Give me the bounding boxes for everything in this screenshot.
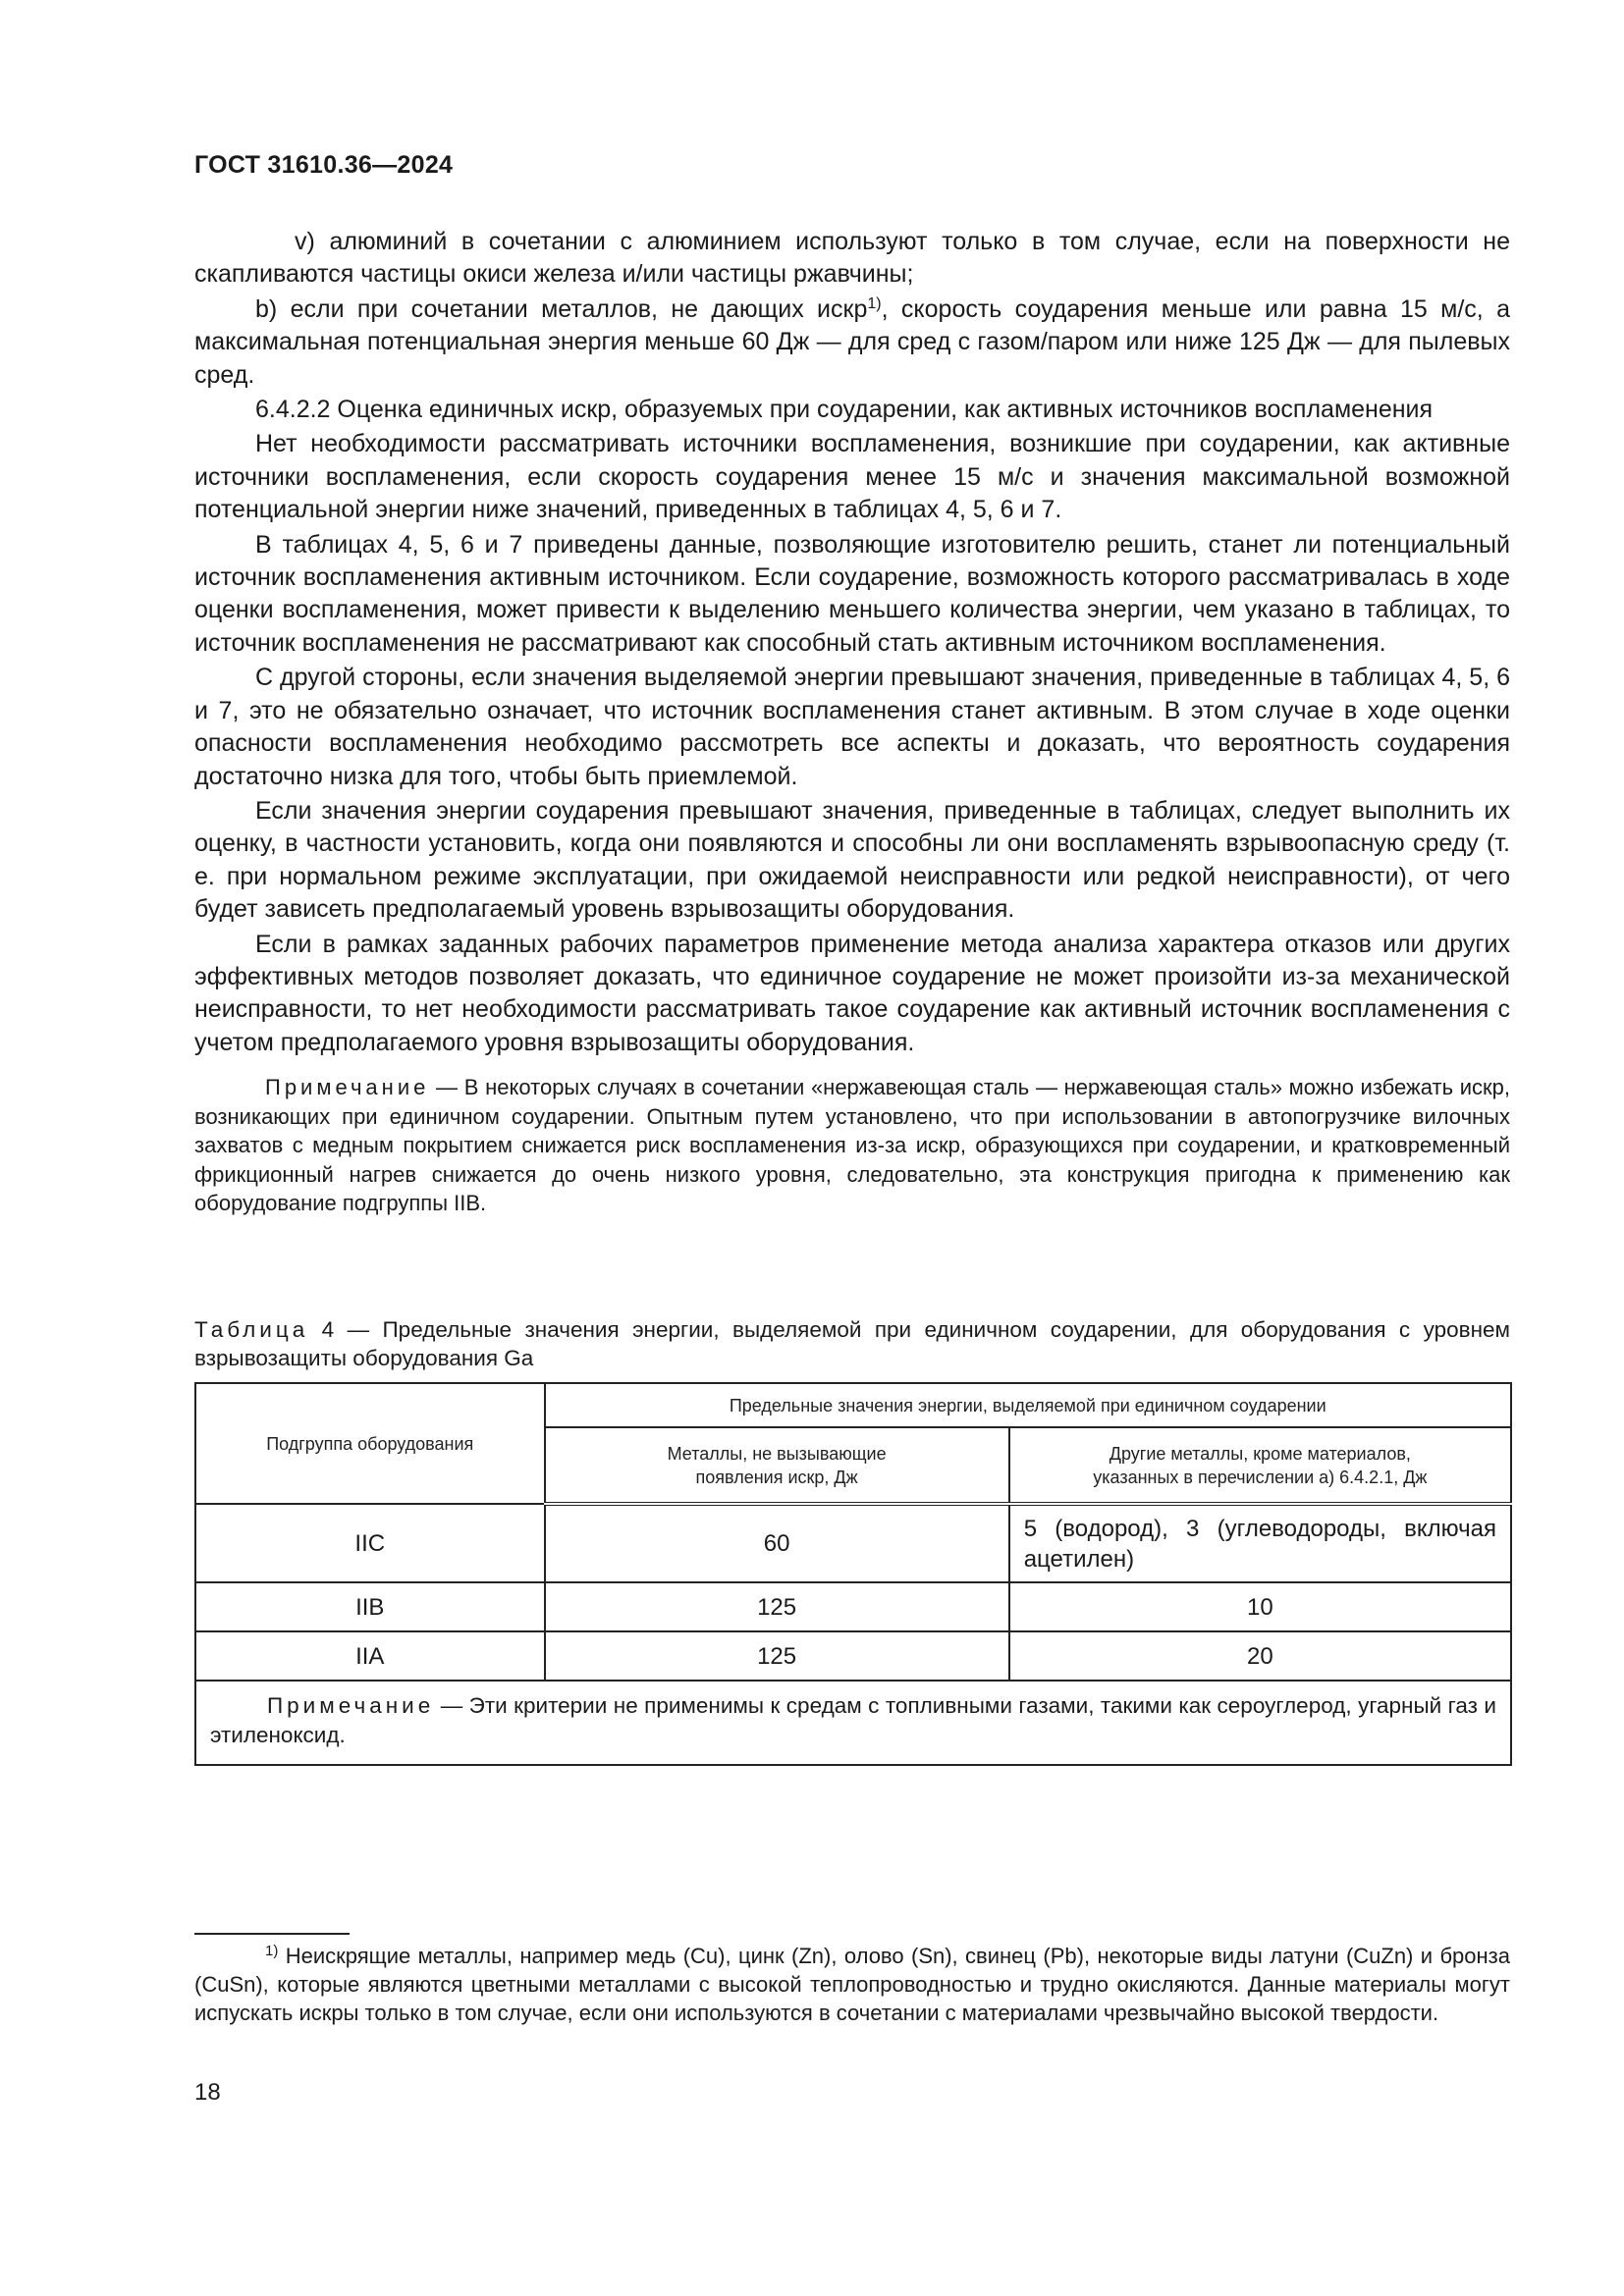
- footnote-separator: [194, 1933, 350, 1935]
- table-cell-group: IIC: [195, 1504, 545, 1582]
- table-header-non-sparking-line-2: появления искр, Дж: [695, 1467, 858, 1487]
- table-cell-non-spark: 125: [545, 1582, 1009, 1631]
- footnote-text: Неискрящие металлы, например медь (Cu), цинк (Zn), олово (Sn), свинец (Pb), некоторые виды латуни (CuZn) и бронза (CuSn), которые являются цветными металлами с высокой теплопроводностью и трудно окисляются. Данные материалы могут испускать искры только в том случае, если они используются в сочетании с материалами чрезвычайно высокой твердости.: [194, 1944, 1510, 2025]
- table-caption-text: — Предельные значения энергии, выделяемой при единичном соударении, для оборудования с уровнем взрывозащиты оборудования Ga: [194, 1317, 1510, 1370]
- page-number: 18: [194, 2079, 221, 2106]
- table-note-label: Примечание: [267, 1693, 435, 1718]
- table-cell-other: 10: [1009, 1582, 1511, 1631]
- table-cell-non-spark: 60: [545, 1504, 1009, 1582]
- table-caption-number: 4: [321, 1317, 335, 1342]
- note: [194, 1073, 1510, 1218]
- table-header-equipment-group: Подгруппа оборудования: [195, 1383, 545, 1504]
- paragraph-item-b: [194, 294, 1510, 392]
- table-cell-non-spark: 125: [545, 1631, 1009, 1681]
- table-header-other-metals-line-1: Другие металлы, кроме материалов,: [1109, 1443, 1411, 1464]
- table-row: [195, 1631, 1511, 1681]
- paragraph-item-b-start: b) если при сочетании металлов, не дающих искр: [255, 294, 868, 323]
- table-note: [195, 1681, 1511, 1765]
- table-row: [195, 1504, 1511, 1582]
- paragraph: Если в рамках заданных рабочих параметров применение метода анализа характера отказов или других эффективных методов позволяет доказать, что единичное соударение не может произойти из-за механической неисправности, то нет необходимости рассматривать такое соударение как активный источник воспламенения с учетом предполагаемого уровня взрывозащиты оборудования.: [194, 930, 1510, 1056]
- table-header-non-sparking-line-1: Металлы, не вызывающие: [667, 1443, 887, 1464]
- table-cell-group: IIA: [195, 1631, 545, 1681]
- paragraph-item-v: v) алюминий в сочетании с алюминием используют только в том случае, если на поверхности не скапливаются частицы окиси железа и/или частицы ржавчины;: [194, 228, 1510, 289]
- section-heading-6-4-2-2: 6.4.2.2 Оценка единичных искр, образуемых при соударении, как активных источников воспламенения: [255, 396, 1434, 424]
- note-label: Примечание: [265, 1075, 430, 1100]
- paragraph: Если значения энергии соударения превышают значения, приведенные в таблицах, следует выполнить их оценку, в частности установить, когда они появляются и способны ли они воспламенять взрывоопасную среду (т. е. при нормальном режиме эксплуатации, при ожидаемой неисправности или редкой неисправности), от чего будет зависеть предполагаемый уровень взрывозащиты оборудования.: [194, 796, 1510, 924]
- energy-limits-table: [194, 1382, 1512, 1766]
- paragraph: С другой стороны, если значения выделяемой энергии превышают значения, приведенные в таблицах 4, 5, 6 и 7, это не обязательно означает, что источник воспламенения станет активным. В этом случае в ходе оценки опасности воспламенения необходимо рассмотреть все аспекты и доказать, что вероятность соударения достаточно низка для того, чтобы быть приемлемой.: [194, 664, 1510, 790]
- table-header-non-sparking-metals: [545, 1427, 1009, 1504]
- table-cell-group: IIB: [195, 1582, 545, 1631]
- table-caption: [194, 1315, 1510, 1372]
- body-text: [194, 226, 1510, 1220]
- table-cell-other: 5 (водород), 3 (углеводороды, включая ацетилен): [1009, 1504, 1511, 1582]
- table-header-energy-limits: Предельные значения энергии, выделяемой при единичном соударении: [545, 1383, 1512, 1427]
- table-row: [195, 1582, 1511, 1631]
- footnote-marker: 1): [265, 1943, 279, 1959]
- table-caption-label: Таблица: [194, 1317, 309, 1342]
- table-note-text: — Эти критерии не применимы к средам с топливными газами, такими как сероуглерод, угарный газ и этиленоксид.: [210, 1693, 1496, 1747]
- table-note-row: [195, 1681, 1511, 1765]
- table-cell-other: 20: [1009, 1631, 1511, 1681]
- paragraph-item-b-end: , скорость соударения меньше или равна 15 м/с, а максимальная потенциальная энергия меньше 60 Дж — для сред с газом/паром или ниже 125 Дж — для пылевых сред.: [194, 294, 1511, 389]
- note-text: — В некоторых случаях в сочетании «нержавеющая сталь — нержавеющая сталь» можно избежать искр, возникающих при единичном соударении. Опытным путем установлено, что при использовании в автопогрузчике вилочных захватов с медным покрытием снижается риск воспламенения из-за искр, образующихся при соударении, и кратковременный фрикционный нагрев снижается до очень низкого уровня, следовательно, эта конструкция пригодна к применению как оборудование подгруппы IIB.: [194, 1075, 1510, 1216]
- footnote-reference[interactable]: 1): [867, 294, 882, 312]
- table-header-other-metals: [1009, 1427, 1511, 1504]
- paragraph: В таблицах 4, 5, 6 и 7 приведены данные, позволяющие изготовителю решить, станет ли потенциальный источник воспламенения активным источником. Если соударение, возможность которого рассматривалась в ходе оценки воспламенения, может привести к выделению меньшего количества энергии, чем указано в таблицах, то источник воспламенения не рассматривают как способный стать активным источником воспламенения.: [194, 530, 1510, 657]
- table-header-other-metals-line-2: указанных в перечислении а) 6.4.2.1, Дж: [1093, 1467, 1428, 1487]
- document-header: ГОСТ 31610.36—2024: [194, 151, 454, 179]
- paragraph: Нет необходимости рассматривать источники воспламенения, возникшие при соударении, как активные источники воспламенения, если скорость соударения менее 15 м/с и значения максимальной возможной потенциальной энергии ниже значений, приведенных в таблицах 4, 5, 6 и 7.: [194, 430, 1510, 524]
- footnote: [194, 1942, 1510, 2027]
